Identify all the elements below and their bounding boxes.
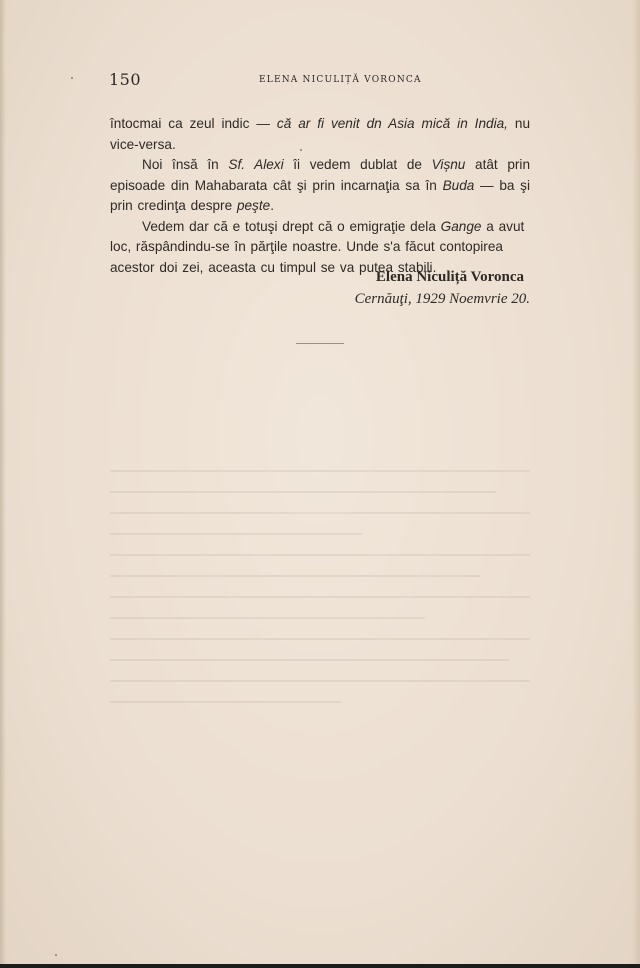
- river-name-gange: Gange: [440, 218, 482, 234]
- bleed-through-line: [110, 533, 362, 535]
- page-edge-shadow-left: [0, 0, 6, 968]
- bleed-through-line: [110, 680, 530, 682]
- paragraph-2-text: atât prin episoade din Mahabarata cât şi prin incarnaţia sa în: [110, 157, 531, 193]
- bleed-through-line: [110, 617, 425, 619]
- paragraph-1-text: întocmai ca zeul indic —: [110, 116, 277, 131]
- deity-name-buda: Buda: [442, 177, 475, 193]
- author-signature: Elena Niculiță Voronca: [375, 269, 524, 285]
- paper-speck: [300, 149, 302, 151]
- paper-speck: [71, 77, 73, 79]
- bleed-through-line: [110, 701, 341, 703]
- bleed-through-line: [110, 575, 480, 577]
- running-head: ELENA NICULIȚĂ VORONCA: [259, 75, 422, 85]
- paragraph-3-text: a avut loc, răspândindu-se în părţile noastre. Unde s'a făcut contopirea acestor doi zei, aceasta cu timpul se va putea stabili.: [110, 218, 525, 275]
- bleed-through-line: [110, 554, 530, 556]
- section-divider-rule: [296, 343, 344, 344]
- paragraph-2-text: îi vedem dublat de: [283, 157, 432, 172]
- paragraph-2-text: .: [270, 198, 274, 213]
- paragraph-2-text: — ba şi prin credinţa despre: [110, 177, 530, 213]
- bleed-through-line: [110, 659, 509, 661]
- bleed-through-line: [110, 491, 496, 493]
- bleed-through-line: [110, 512, 530, 514]
- body-text: [110, 114, 530, 278]
- paragraph-1-end: nu vice-versa.: [110, 116, 531, 152]
- paragraph-2: [110, 155, 530, 217]
- bleed-through-line: [110, 470, 530, 472]
- deity-name-vishnu: Vișnu: [431, 157, 466, 172]
- bleed-through-shadow: [110, 470, 530, 810]
- italic-word-peste: peşte: [236, 198, 271, 213]
- paper-speck: [55, 954, 57, 956]
- paragraph-1: [110, 114, 530, 155]
- signature-block: [110, 266, 530, 310]
- bleed-through-line: [110, 638, 530, 640]
- place-date-line: Cernăuţi, 1929 Noemvrie 20.: [354, 291, 530, 307]
- page-edge-shadow-right: [632, 0, 640, 968]
- paragraph-3-text: Vedem dar că e totuşi drept că o emigraţie dela: [142, 218, 441, 234]
- paragraph-1-italic: că ar fi venit dn Asia mică in India,: [276, 116, 508, 131]
- page-number: 150: [109, 70, 142, 89]
- scan-border-bottom: [0, 964, 640, 968]
- paragraph-2-text: Noi însă în: [142, 157, 229, 172]
- bleed-through-line: [110, 596, 530, 598]
- saint-name: Sf. Alexi: [228, 157, 284, 172]
- page-header: [109, 70, 539, 94]
